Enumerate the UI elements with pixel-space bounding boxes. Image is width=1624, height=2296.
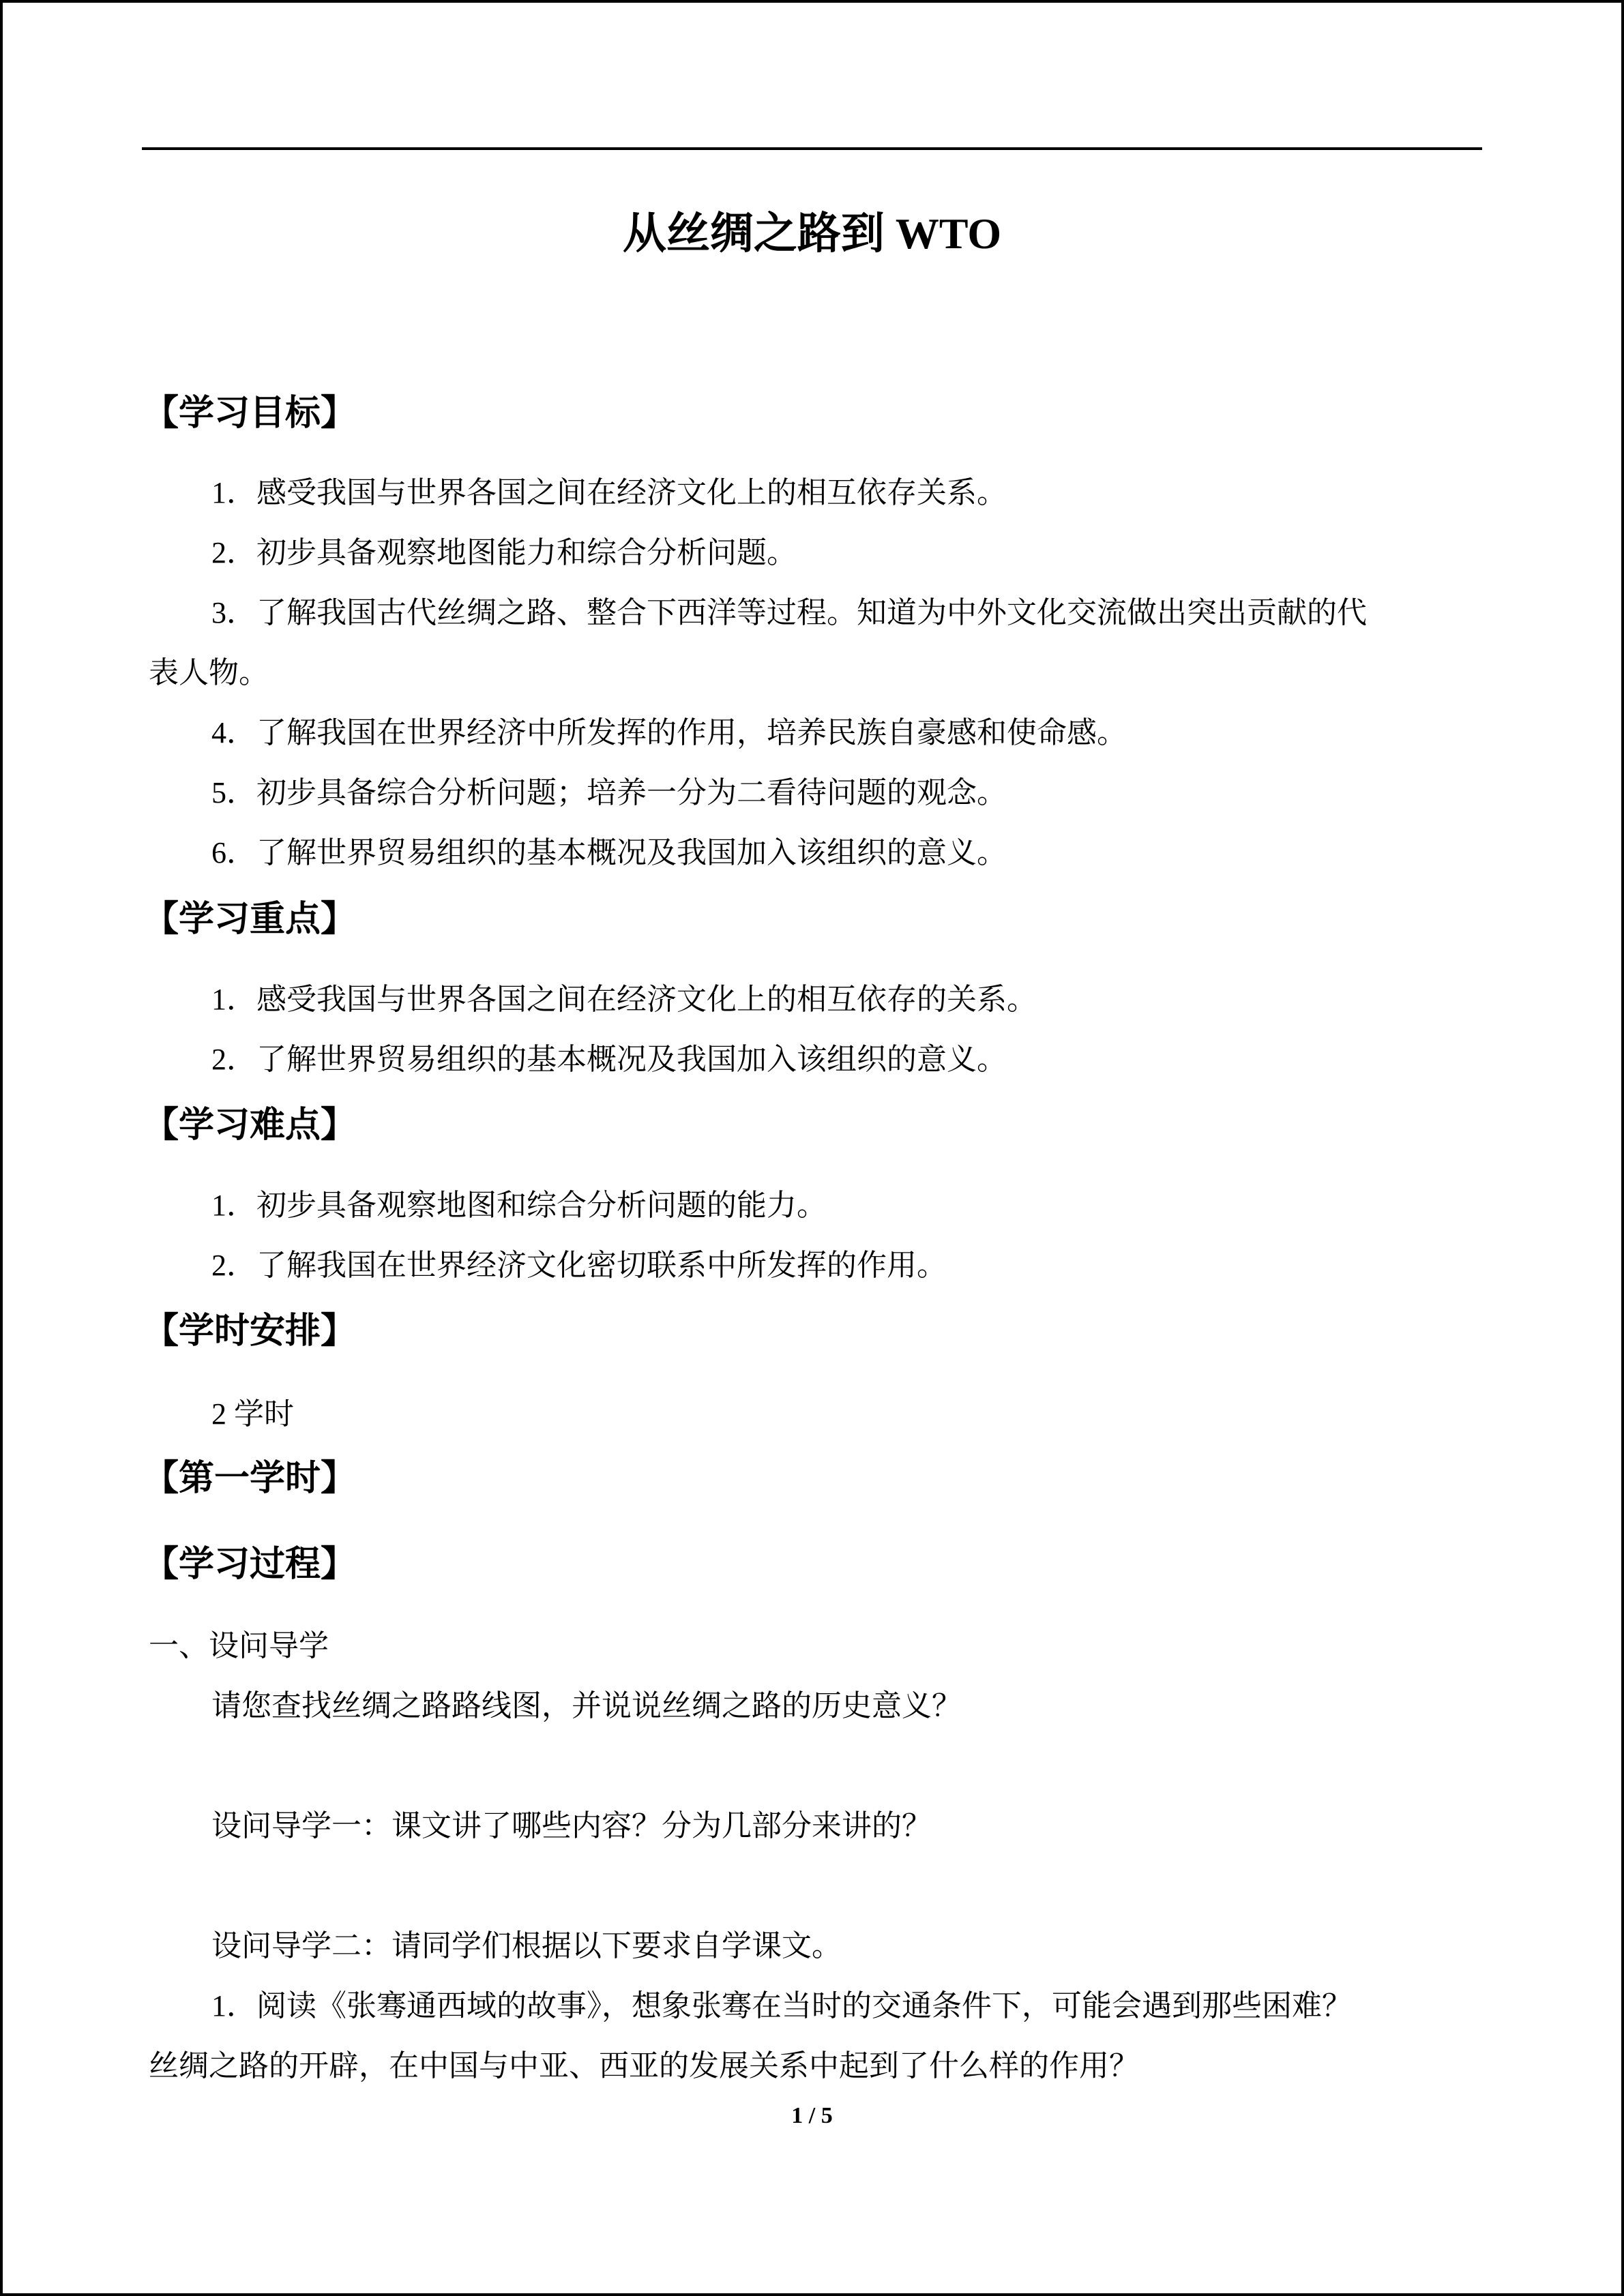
page-number: 1 / 5 — [791, 2103, 833, 2128]
process-line: 设问导学二：请同学们根据以下要求自学课文。 — [211, 1929, 842, 1963]
header-rule — [142, 147, 1482, 150]
objective-item: 2．初步具备观察地图能力和综合分析问题。 — [211, 536, 797, 569]
heading-process: 【学习过程】 — [143, 1544, 357, 1585]
heading-key-points: 【学习重点】 — [143, 899, 357, 940]
process-line: 请您查找丝绸之路路线图，并说说丝绸之路的历史意义？ — [211, 1689, 962, 1723]
process-line: 1．阅读《张骞通西域的故事》，想象张骞在当时的交通条件下，可能会遇到那些困难？ — [211, 1989, 1352, 2023]
objective-item-continuation: 表人物。 — [149, 656, 269, 689]
heading-schedule: 【学时安排】 — [143, 1311, 357, 1352]
objective-item: 4．了解我国在世界经济中所发挥的作用，培养民族自豪感和使命感。 — [211, 716, 1127, 749]
difficulty-item: 1．初步具备观察地图和综合分析问题的能力。 — [211, 1189, 827, 1222]
heading-objectives: 【学习目标】 — [143, 393, 357, 434]
process-line-continuation: 丝绸之路的开辟，在中国与中亚、西亚的发展关系中起到了什么样的作用？ — [149, 2049, 1139, 2083]
difficulty-item: 2．了解我国在世界经济文化密切联系中所发挥的作用。 — [211, 1249, 947, 1282]
heading-first-period: 【第一学时】 — [143, 1458, 357, 1499]
objective-item: 5．初步具备综合分析问题；培养一分为二看待问题的观念。 — [211, 776, 1007, 809]
objective-item: 1．感受我国与世界各国之间在经济文化上的相互依存关系。 — [211, 476, 1007, 509]
key-point-item: 1．感受我国与世界各国之间在经济文化上的相互依存的关系。 — [211, 983, 1037, 1016]
key-point-item: 2．了解世界贸易组织的基本概况及我国加入该组织的意义。 — [211, 1043, 1007, 1076]
schedule-text: 2 学时 — [211, 1397, 294, 1431]
process-subheading: 一、设问导学 — [149, 1629, 329, 1663]
heading-difficulties: 【学习难点】 — [143, 1105, 357, 1146]
objective-item: 6．了解世界贸易组织的基本概况及我国加入该组织的意义。 — [211, 836, 1007, 869]
process-line: 设问导学一：课文讲了哪些内容？分为几部分来讲的？ — [211, 1809, 932, 1843]
document-title: 从丝绸之路到 WTO — [622, 209, 1002, 258]
objective-item: 3．了解我国古代丝绸之路、整合下西洋等过程。知道为中外文化交流做出突出贡献的代 — [211, 596, 1367, 629]
